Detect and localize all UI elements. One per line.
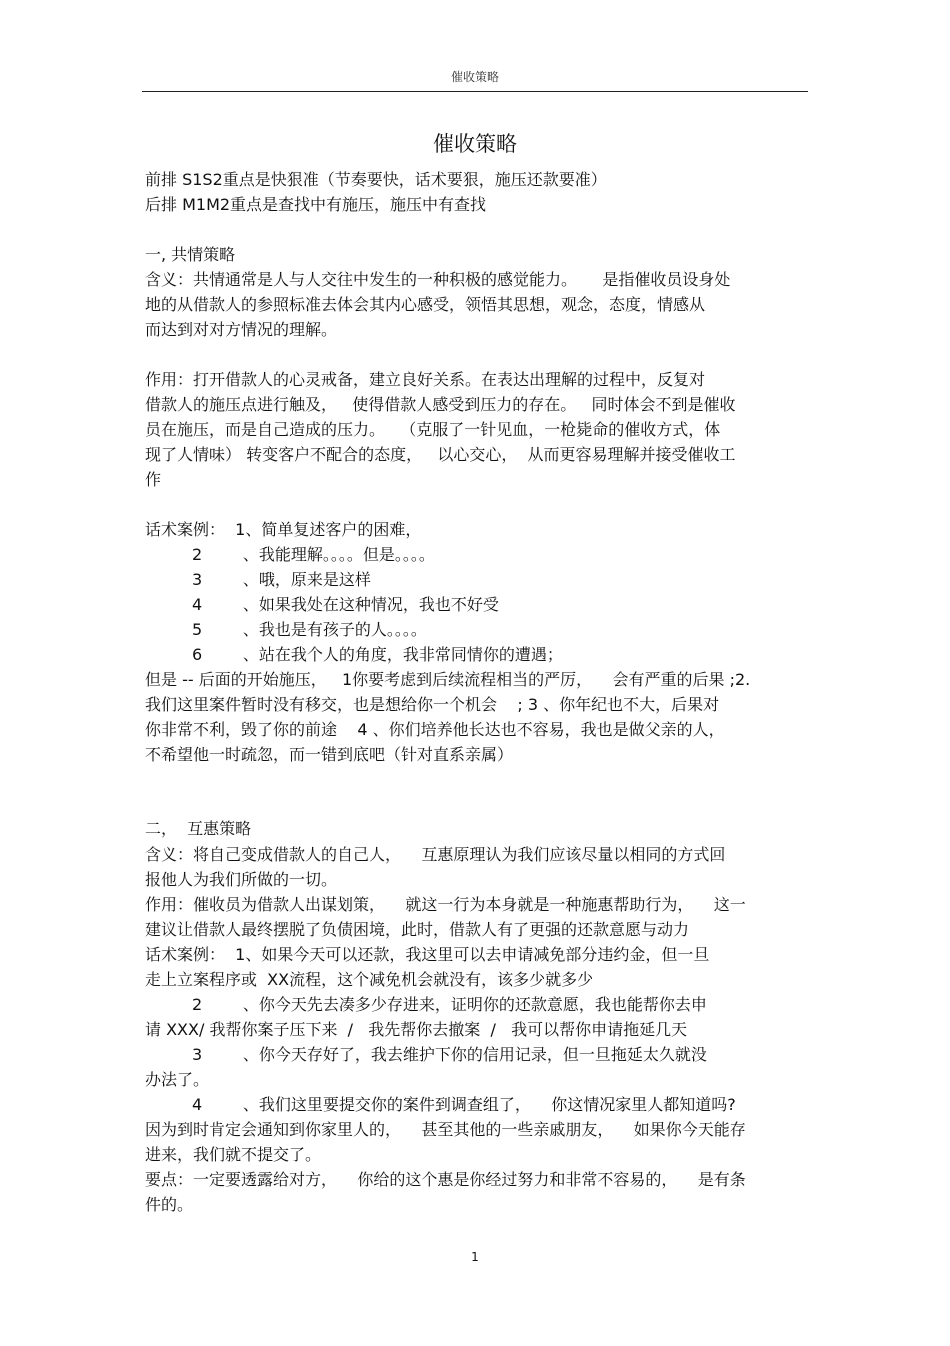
paragraph-line: 我们这里案件暂时没有移交，也是想给你一个机会 ; 3 、你年纪也不大，后果对 — [145, 695, 720, 714]
paragraph-line: 现了人情味） 转变客户不配合的态度， 以心交心， 从而更容易理解并接受催收工 — [145, 445, 736, 464]
paragraph-line: 要点：一定要透露给对方， 你给的这个惠是你经过努力和非常不容易的， 是有条 — [145, 1170, 746, 1189]
case-line: 请 XXX/ 我帮你案子压下来 / 我先帮你去撤案 / 我可以帮你申请拖延几天 — [145, 1020, 688, 1039]
paragraph-line: 建议让借款人最终摆脱了负债困境，此时，借款人有了更强的还款意愿与动力 — [145, 920, 690, 939]
paragraph-line: 报他人为我们所做的一切。 — [145, 870, 338, 889]
paragraph-line: 作用：催收员为借款人出谋划策， 就这一行为本身就是一种施惠帮助行为， 这一 — [145, 895, 746, 914]
paragraph-line: 作用：打开借款人的心灵戒备，建立良好关系。在表达出理解的过程中，反复对 — [145, 370, 706, 389]
header-rule — [142, 91, 808, 92]
case-line: 4 、我们这里要提交你的案件到调查组了， 你这情况家里人都知道吗? — [192, 1095, 736, 1114]
intro-line: 后排 M1M2重点是查找中有施压，施压中有查找 — [145, 195, 487, 214]
document-title: 催收策略 — [433, 132, 517, 156]
section1-heading: 一, 共情策略 — [145, 245, 236, 264]
paragraph-line: 件的。 — [145, 1195, 194, 1214]
paragraph-line: 你非常不利，毁了你的前途 4 、你们培养他长达也不容易，我也是做父亲的人， — [145, 720, 725, 739]
case-line: 3 、你今天存好了，我去维护下你的信用记录，但一旦拖延太久就没 — [192, 1045, 707, 1064]
page-number: 1 — [471, 1250, 479, 1264]
case-line: 2 、我能理解。。。。但是。。。。 — [192, 545, 435, 564]
paragraph-line: 不希望他一时疏忽，而一错到底吧（针对直系亲属） — [145, 745, 514, 764]
case-line: 6 、站在我个人的角度，我非常同情你的遭遇； — [192, 645, 563, 664]
running-header: 催收策略 — [450, 70, 499, 84]
case-line: 2 、你今天先去凑多少存进来，证明你的还款意愿，我也能帮你去申 — [192, 995, 707, 1014]
case-line: 3 、哦，原来是这样 — [192, 570, 371, 589]
section2-heading: 二， 互惠策略 — [145, 819, 252, 838]
intro-line: 前排 S1S2重点是快狠准（节奏要快，话术要狠，施压还款要准） — [145, 170, 607, 189]
case-line: 话术案例： 1、如果今天可以还款，我这里可以去申请减免部分违约金，但一旦 — [145, 945, 710, 964]
paragraph-line: 员在施压，而是自己造成的压力。 （克服了一针见血，一枪毙命的催收方式，体 — [145, 420, 721, 439]
case-line: 4 、如果我处在这种情况，我也不好受 — [192, 595, 499, 614]
paragraph-line: 含义：将自己变成借款人的自己人， 互惠原理认为我们应该尽量以相同的方式回 — [145, 845, 726, 864]
paragraph-line: 借款人的施压点进行触及， 使得借款人感受到压力的存在。 同时体会不到是催收 — [145, 395, 736, 414]
paragraph-line: 进来，我们就不提交了。 — [145, 1145, 322, 1164]
paragraph-line: 作 — [145, 470, 162, 489]
paragraph-line: 因为到时肯定会通知到你家里人的， 甚至其他的一些亲戚朋友， 如果你今天能存 — [145, 1120, 746, 1139]
case-line: 5 、我也是有孩子的人。。。。 — [192, 620, 427, 639]
case-line: 办法了。 — [145, 1070, 210, 1089]
case-line: 话术案例： 1、简单复述客户的困难， — [145, 520, 422, 539]
case-line: 走上立案程序或 XX流程，这个减免机会就没有，该多少就多少 — [145, 970, 594, 989]
paragraph-line: 含义：共情通常是人与人交往中发生的一种积极的感觉能力。 是指催收员设身处 — [145, 270, 731, 289]
paragraph-line: 但是 -- 后面的开始施压， 1你要考虑到后续流程相当的严厉， 会有严重的后果 ;2. — [145, 670, 751, 689]
paragraph-line: 地的从借款人的参照标准去体会其内心感受，领悟其思想，观念，态度，情感从 — [145, 295, 706, 314]
paragraph-line: 而达到对对方情况的理解。 — [145, 320, 338, 339]
